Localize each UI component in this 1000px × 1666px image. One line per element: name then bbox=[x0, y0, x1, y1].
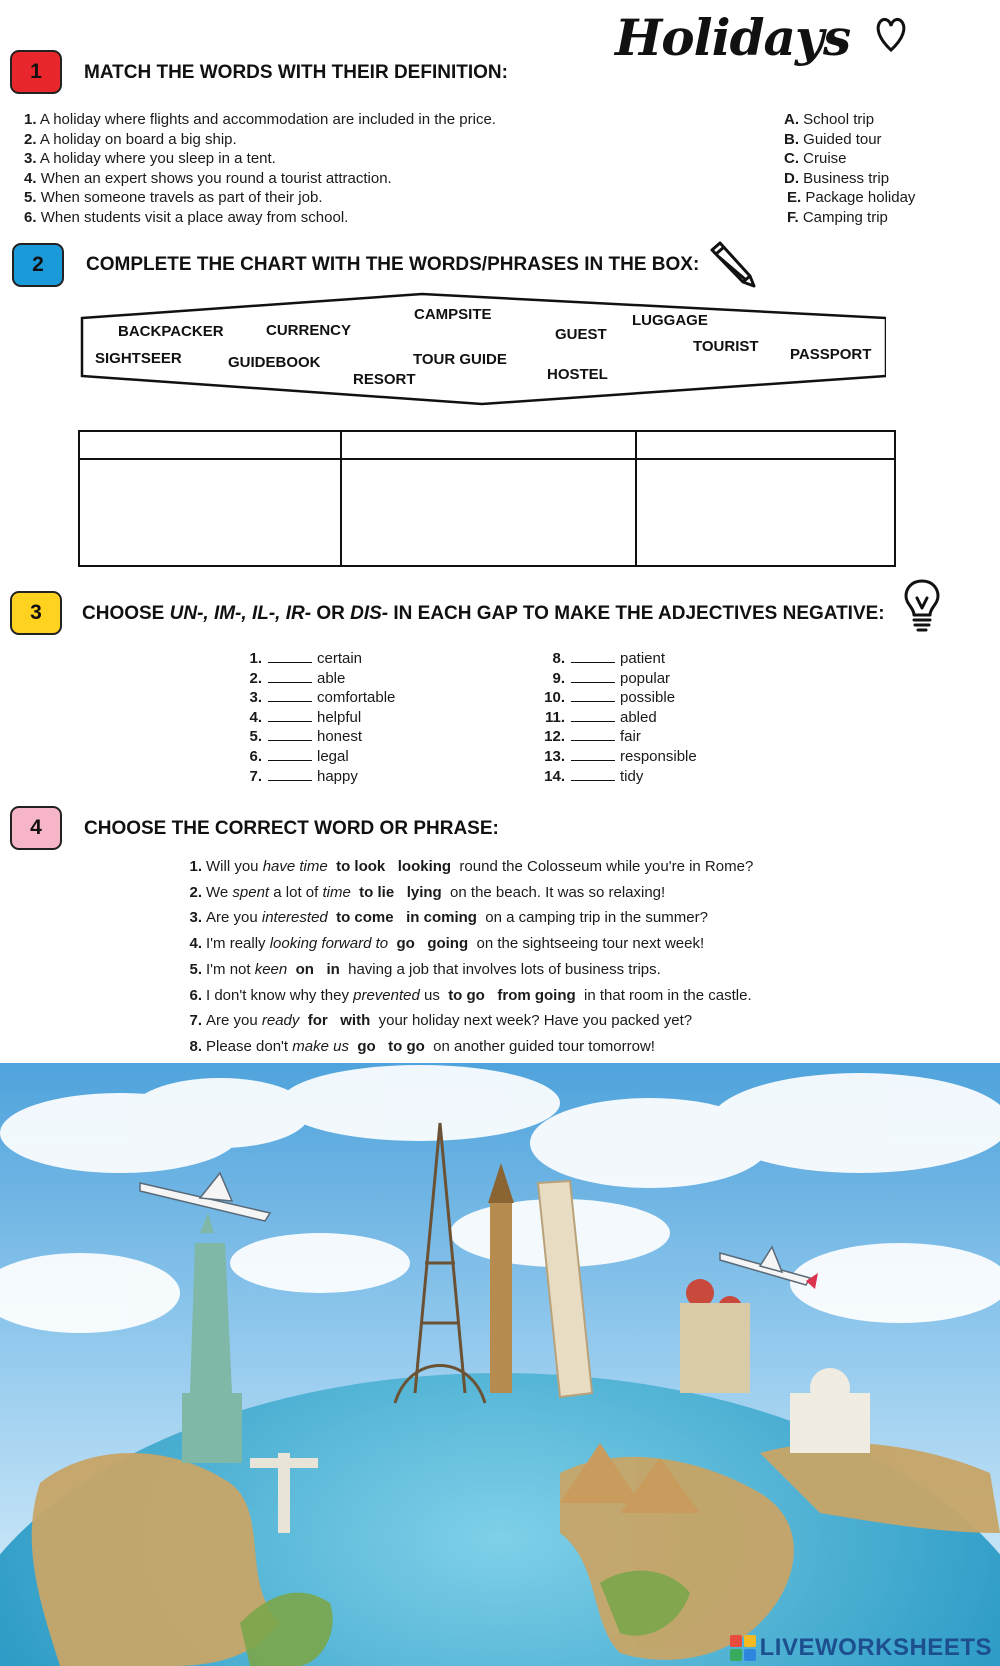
chart-column-2[interactable] bbox=[342, 460, 635, 565]
list-item: D. Business trip bbox=[784, 169, 890, 187]
chart-column-3[interactable] bbox=[637, 460, 894, 565]
list-item: 12. fair bbox=[544, 728, 641, 746]
gap-input[interactable] bbox=[268, 688, 312, 702]
list-item: 1. certain bbox=[249, 650, 363, 667]
gap-input[interactable] bbox=[268, 747, 312, 761]
worksheet-title: Holidays bbox=[615, 8, 851, 67]
word-resort: RESORT bbox=[353, 371, 416, 388]
word-currency: CURRENCY bbox=[266, 322, 352, 339]
option-a[interactable]: go bbox=[396, 935, 415, 953]
list-item: 7. happy bbox=[249, 767, 358, 785]
list-item: 3. comfortable bbox=[249, 689, 396, 707]
classification-chart bbox=[78, 430, 896, 567]
definitions-list bbox=[24, 110, 496, 227]
adjectives-list-right bbox=[543, 649, 697, 786]
gap-input[interactable] bbox=[571, 708, 615, 722]
travel-illustration bbox=[0, 1063, 1000, 1666]
list-item: 6. I don't know why they prevented us to go from going in that room in the castle. bbox=[189, 986, 752, 1004]
section-1-badge: 1 bbox=[10, 50, 62, 94]
list-item: 14. tidy bbox=[544, 767, 644, 785]
list-item: 1. Will you have time to look looking round the Colosseum while you're in Rome? bbox=[189, 858, 754, 875]
list-item: 3. Are you interested to come in coming on a camping trip in the summer? bbox=[189, 909, 708, 927]
section-3-badge: 3 bbox=[10, 591, 62, 635]
list-item: 8. Please don't make us go to go on another guided tour tomorrow! bbox=[189, 1037, 655, 1055]
pencil-icon bbox=[706, 240, 758, 290]
list-item: F. Camping trip bbox=[787, 208, 888, 226]
option-a[interactable]: go bbox=[357, 1037, 376, 1055]
list-item: 5. When someone travels as part of their job. bbox=[24, 189, 323, 206]
section-4-badge: 4 bbox=[10, 806, 62, 850]
section-3-heading: CHOOSE UN-, IM-, IL-, IR- OR DIS- IN EACH GAP TO MAKE THE ADJECTIVES NEGATIVE: bbox=[82, 603, 885, 624]
list-item: 2. A holiday on board a big ship. bbox=[24, 130, 237, 148]
gap-input[interactable] bbox=[268, 727, 312, 741]
option-a[interactable]: to lie bbox=[359, 883, 395, 901]
gap-input[interactable] bbox=[571, 669, 615, 683]
word-sightseer: SIGHTSEER bbox=[95, 350, 182, 367]
options-list bbox=[784, 110, 915, 227]
word-guidebook: GUIDEBOOK bbox=[228, 354, 321, 371]
option-b[interactable]: looking bbox=[397, 858, 452, 875]
list-item: A. School trip bbox=[784, 111, 875, 128]
gap-input[interactable] bbox=[268, 767, 312, 781]
word-tourist: TOURIST bbox=[693, 338, 759, 355]
section-4-heading: CHOOSE THE CORRECT WORD OR PHRASE: bbox=[84, 818, 499, 839]
gap-input[interactable] bbox=[571, 747, 615, 761]
option-a[interactable]: on bbox=[295, 960, 314, 978]
gap-input[interactable] bbox=[571, 767, 615, 781]
list-item: 3. A holiday where you sleep in a tent. bbox=[24, 150, 276, 167]
word-campsite: CAMPSITE bbox=[414, 306, 492, 323]
option-b[interactable]: going bbox=[427, 935, 469, 953]
list-item: E. Package holiday bbox=[787, 189, 916, 206]
adjectives-list-left bbox=[240, 649, 395, 786]
heart-icon bbox=[874, 14, 908, 54]
list-item: 6. When students visit a place away from school. bbox=[24, 208, 349, 226]
gap-input[interactable] bbox=[571, 688, 615, 702]
list-item: 5. I'm not keen on in having a job that involves lots of business trips. bbox=[189, 960, 661, 978]
option-a[interactable]: for bbox=[307, 1012, 328, 1030]
word-guest: GUEST bbox=[555, 326, 607, 343]
option-b[interactable]: in bbox=[326, 960, 340, 978]
list-item: C. Cruise bbox=[784, 150, 847, 167]
chart-column-1[interactable] bbox=[80, 460, 340, 565]
list-item: 2. able bbox=[249, 669, 346, 687]
list-item: 5. honest bbox=[249, 728, 363, 746]
list-item: 4. When an expert shows you round a tourist attraction. bbox=[24, 169, 392, 187]
list-item: 13. responsible bbox=[544, 747, 697, 765]
brand-text: LIVEWORKSHEETS bbox=[759, 1634, 992, 1661]
option-b[interactable]: from going bbox=[497, 986, 576, 1004]
list-item: B. Guided tour bbox=[784, 130, 882, 148]
choose-word-list bbox=[182, 854, 753, 1060]
option-b[interactable]: with bbox=[340, 1012, 371, 1030]
word-tour-guide: TOUR GUIDE bbox=[413, 351, 507, 368]
section-2-badge: 2 bbox=[12, 243, 64, 287]
gap-input[interactable] bbox=[571, 649, 615, 663]
word-hostel: HOSTEL bbox=[547, 366, 608, 383]
word-backpacker: BACKPACKER bbox=[118, 323, 224, 340]
list-item: 9. popular bbox=[552, 669, 671, 687]
gap-input[interactable] bbox=[268, 649, 312, 663]
list-item: 8. patient bbox=[552, 650, 666, 667]
option-b[interactable]: in coming bbox=[406, 909, 477, 927]
section-1-heading: MATCH THE WORDS WITH THEIR DEFINITION: bbox=[84, 62, 508, 83]
word-luggage: LUGGAGE bbox=[632, 312, 708, 329]
section-2-heading: COMPLETE THE CHART WITH THE WORDS/PHRASES IN THE BOX: bbox=[86, 254, 700, 275]
liveworksheets-logo bbox=[730, 1634, 992, 1662]
option-a[interactable]: to go bbox=[448, 986, 485, 1004]
list-item: 4. I'm really looking forward to go going on the sightseeing tour next week! bbox=[189, 935, 705, 953]
gap-input[interactable] bbox=[268, 669, 312, 683]
list-item: 10. possible bbox=[544, 689, 676, 707]
word-passport: PASSPORT bbox=[790, 346, 872, 363]
option-b[interactable]: lying bbox=[406, 883, 442, 901]
option-a[interactable]: to come bbox=[336, 909, 394, 927]
option-a[interactable]: to look bbox=[336, 858, 386, 875]
gap-input[interactable] bbox=[268, 708, 312, 722]
list-item: 4. helpful bbox=[249, 708, 362, 726]
list-item: 7. Are you ready for with your holiday next week? Have you packed yet? bbox=[189, 1012, 693, 1030]
list-item: 2. We spent a lot of time to lie lying on the beach. It was so relaxing! bbox=[189, 883, 666, 901]
option-b[interactable]: to go bbox=[388, 1037, 425, 1055]
gap-input[interactable] bbox=[571, 727, 615, 741]
list-item: 1. A holiday where flights and accommodation are included in the price. bbox=[24, 111, 496, 128]
liveworksheets-icon bbox=[730, 1635, 756, 1661]
list-item: 6. legal bbox=[249, 747, 349, 765]
lightbulb-icon bbox=[902, 578, 942, 636]
list-item: 11. abled bbox=[544, 708, 657, 726]
